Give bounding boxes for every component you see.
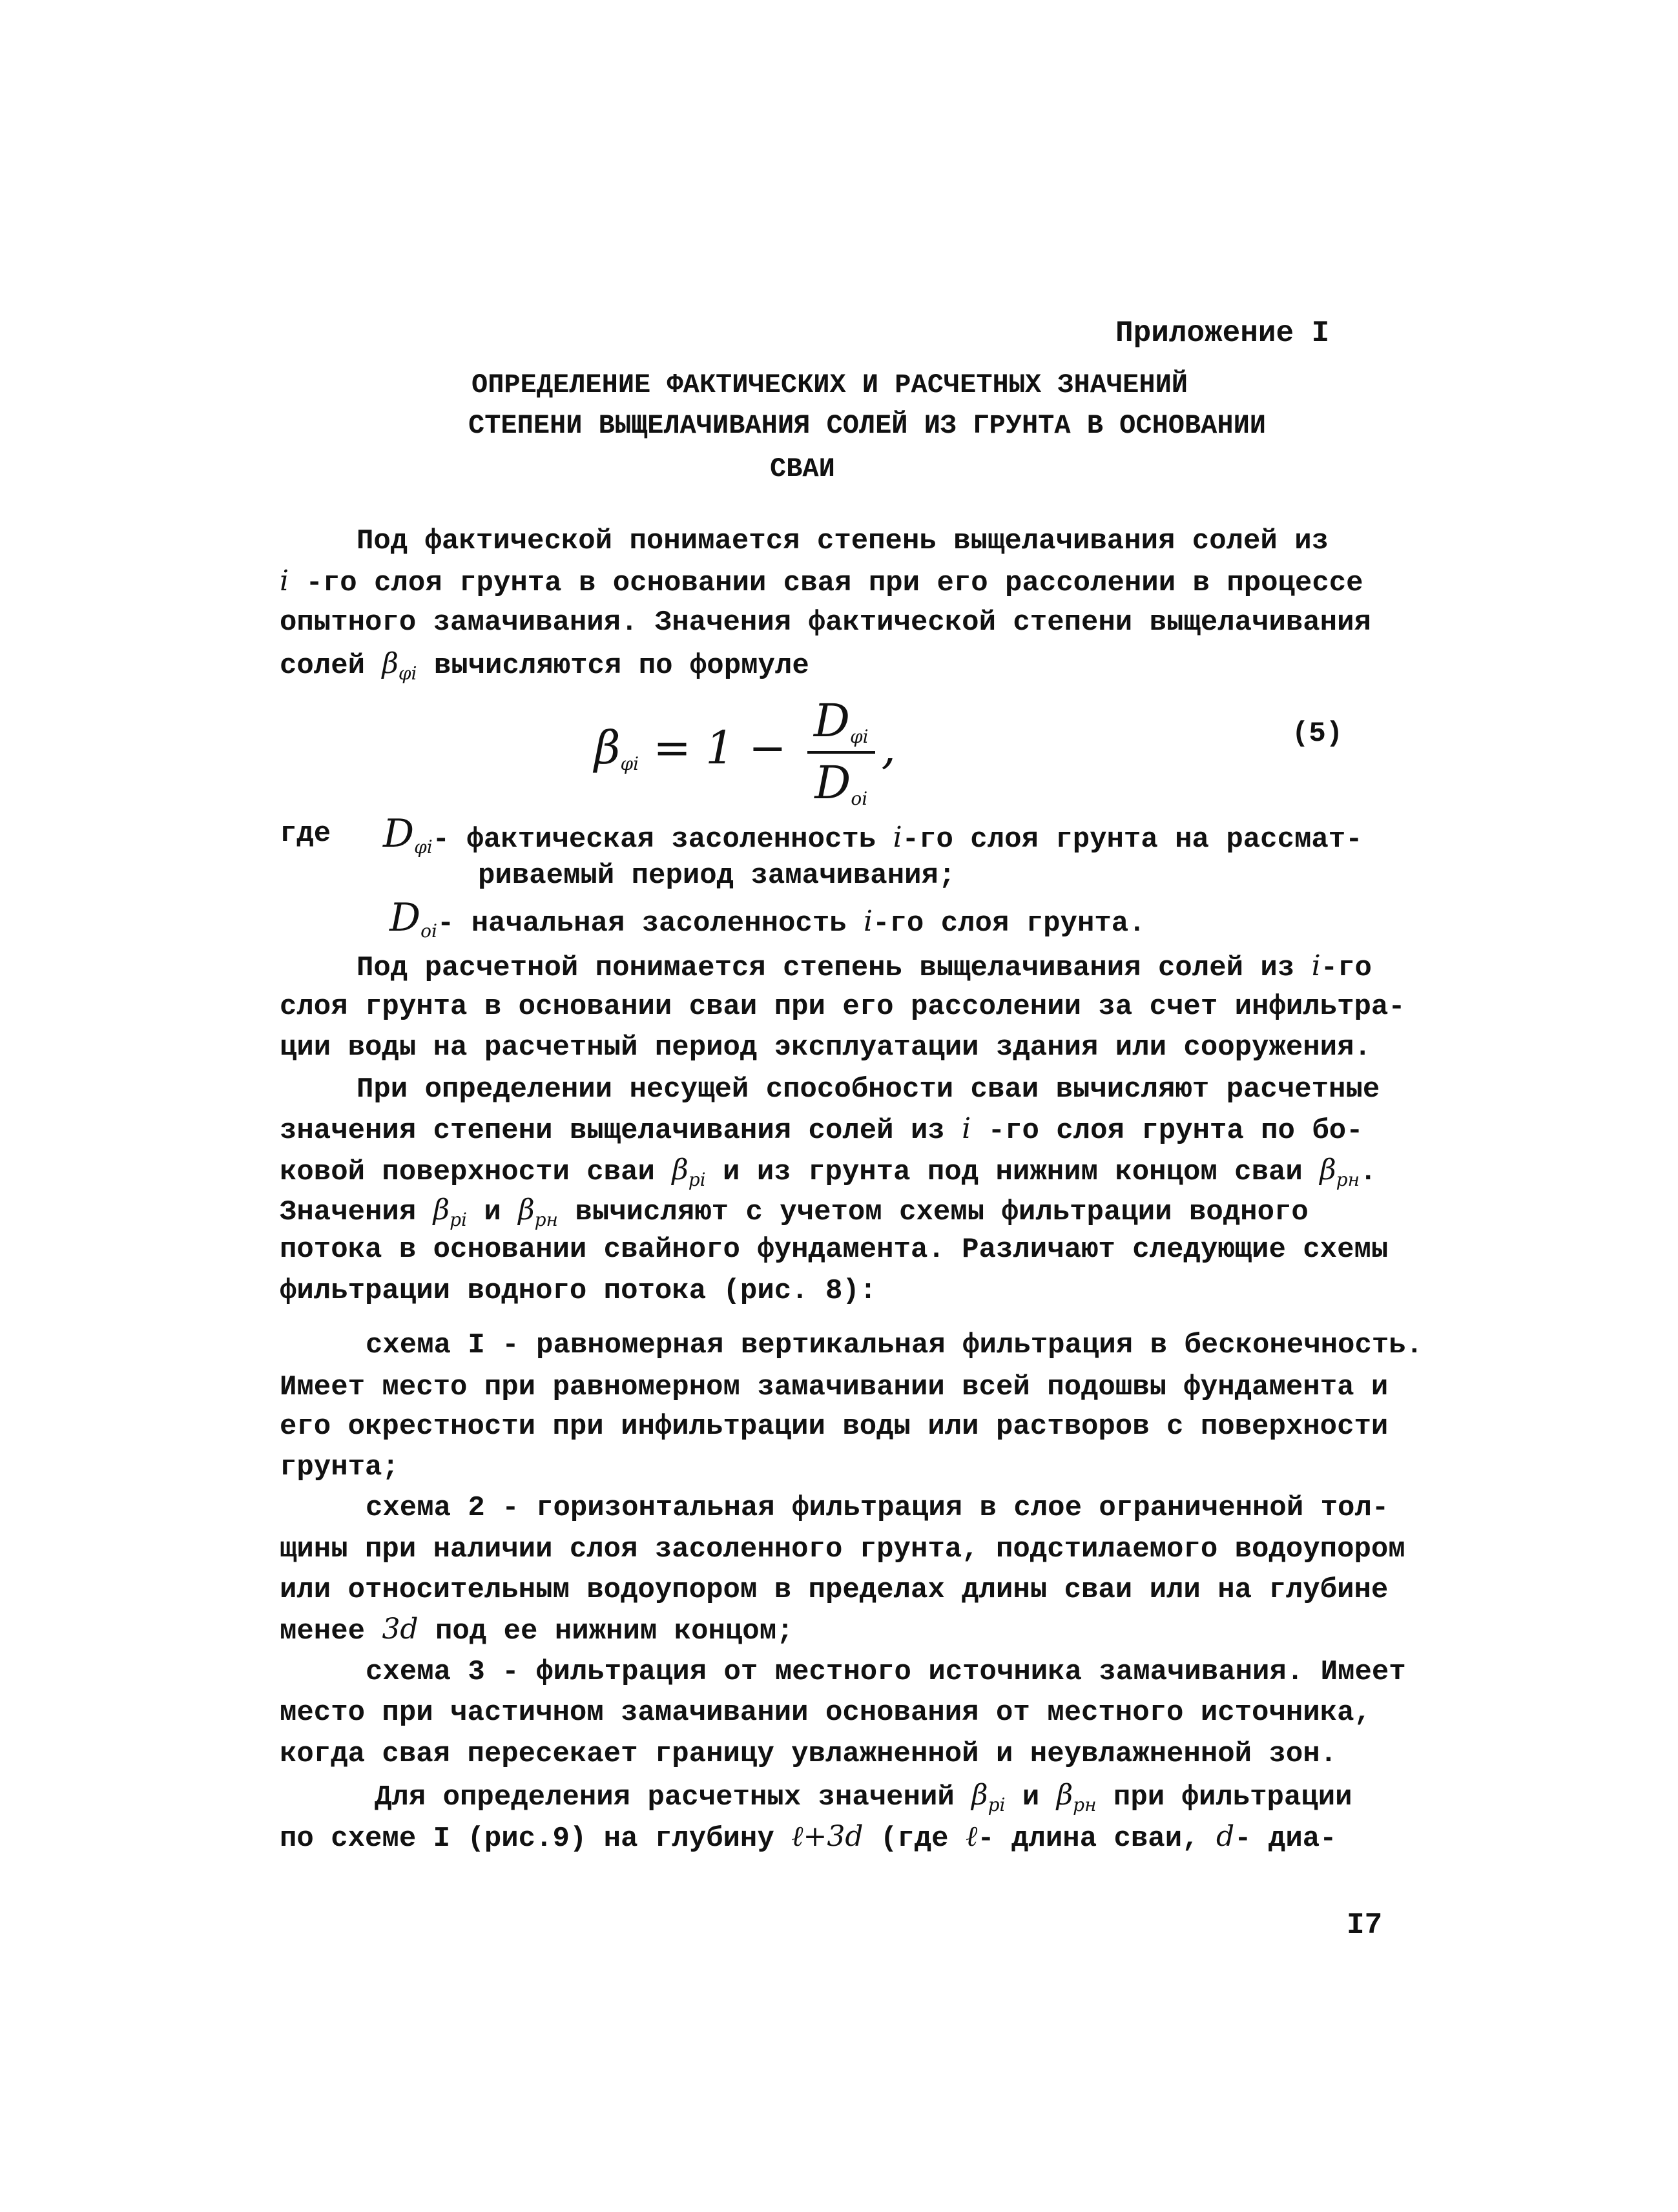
title-line-2: СТЕПЕНИ ВЫЩЕЛАЧИВАНИЯ СОЛЕЙ ИЗ ГРУНТА В ОСНОВАНИИ [468, 410, 1267, 441]
formula-eq: = 1 − [653, 721, 787, 774]
title-line-1: ОПРЕДЕЛЕНИЕ ФАКТИЧЕСКИХ И РАСЧЕТНЫХ ЗНАЧЕНИЙ [471, 369, 1188, 400]
formula-numerator: $D_{\varphi i}$ [807, 694, 875, 754]
para2-line-3: ции воды на расчетный период эксплуатации здания или сооружения. [280, 1031, 1371, 1064]
para1-line-1: Под фактической понимается степень выщелачивания солей из [357, 525, 1329, 557]
para3-line-2: значения степени выщелачивания солей из i -го слоя грунта по бо- [280, 1112, 1363, 1147]
para3-line-5: потока в основании свайного фундамента. Различают следующие схемы [280, 1234, 1389, 1266]
formula-fraction [807, 694, 875, 809]
para1-line-4b: вычисляются по формуле [417, 650, 809, 682]
para3-line-6: фильтрации водного потока (рис. 8): [280, 1275, 877, 1307]
where-label: где [280, 818, 331, 850]
para3-line-1: При определении несущей способности сваи вычисляют расчетные [357, 1073, 1380, 1106]
scheme2-line-3: или относительным водоупором в пределах длины сваи или на глубине [280, 1574, 1389, 1606]
para1-line-2-text: -го слоя грунта в основании свая при его рассолении в процессе [289, 567, 1363, 599]
para4-line-2: по схеме I (рис.9) на глубину ℓ+3d (где ℓ- длина сваи, d- диа- [280, 1820, 1337, 1855]
where-def-1-cont: риваемый период замачивания; [478, 860, 956, 892]
scheme1-line-4: грунта; [280, 1451, 399, 1483]
where-def-1: $D_{\varphi i}-$ фактическая засоленность i-го слоя грунта на рассмат- [383, 811, 1363, 858]
beta-fi-symbol: $\beta_{\varphi i}$ [382, 647, 417, 684]
formula-5 [594, 694, 896, 809]
para1-line-4 [280, 647, 809, 690]
title-line-3: СВАИ [770, 453, 835, 484]
para4-line-1: Для определения расчетных значений $\beta_{pi}$ и $\beta_{pн}$ при фильтрации [375, 1779, 1352, 1815]
scheme1-line-2: Имеет место при равномерном замачивании всей подошвы фундамента и [280, 1371, 1389, 1403]
scheme2-line-1: схема 2 - горизонтальная фильтрация в слое ограниченной тол- [366, 1492, 1389, 1524]
para1-line-4a: солей [280, 650, 382, 682]
formula-comma: , [881, 721, 896, 774]
para1-line-3: опытного замачивания. Значения фактической степени выщелачивания [280, 606, 1371, 639]
para2-line-1: Под расчетной понимается степень выщелачивания солей из i-го [357, 949, 1372, 984]
page-number: I7 [1347, 1908, 1383, 1942]
scheme3-line-3: когда свая пересекает границу увлажненной и неувлажненной зон. [280, 1738, 1338, 1770]
formula-lhs: β [594, 721, 621, 774]
scheme2-line-4: менее 3d под ее нижним концом; [280, 1613, 794, 1648]
formula-lhs-sub: φi [620, 753, 639, 774]
formula-number: (5) [1292, 718, 1343, 750]
scheme1-line-1: схема I - равномерная вертикальная фильтрация в бесконечность. [366, 1329, 1424, 1361]
para3-line-4: Значения $\beta_{pi}$ и $\beta_{pн}$ вычисляют с учетом схемы фильтрации водного [280, 1194, 1309, 1230]
scheme1-line-3: его окрестности при инфильтрации воды или растворов с поверхности [280, 1411, 1389, 1443]
appendix-label: Приложение I [1115, 316, 1330, 350]
para1-line-2 [280, 564, 1363, 600]
formula-denominator: $D_{oi}$ [814, 756, 868, 809]
i-symbol: i [280, 564, 289, 597]
scheme3-line-1: схема 3 - фильтрация от местного источника замачивания. Имеет [366, 1656, 1406, 1688]
para3-line-3: ковой поверхности сваи $\beta_{pi}$ и из грунта под нижним концом сваи $\beta_{pн}$. [280, 1153, 1377, 1190]
para2-line-2: слоя грунта в основании сваи при его рассолении за счет инфильтра- [280, 991, 1405, 1023]
scheme2-line-2: щины при наличии слоя засоленного грунта, подстилаемого водоупором [280, 1533, 1405, 1566]
scheme3-line-2: место при частичном замачивании основания от местного источника, [280, 1697, 1371, 1729]
where-def-2: $D_{oi}-$ начальная засоленность i-го слоя грунта. [389, 895, 1146, 942]
